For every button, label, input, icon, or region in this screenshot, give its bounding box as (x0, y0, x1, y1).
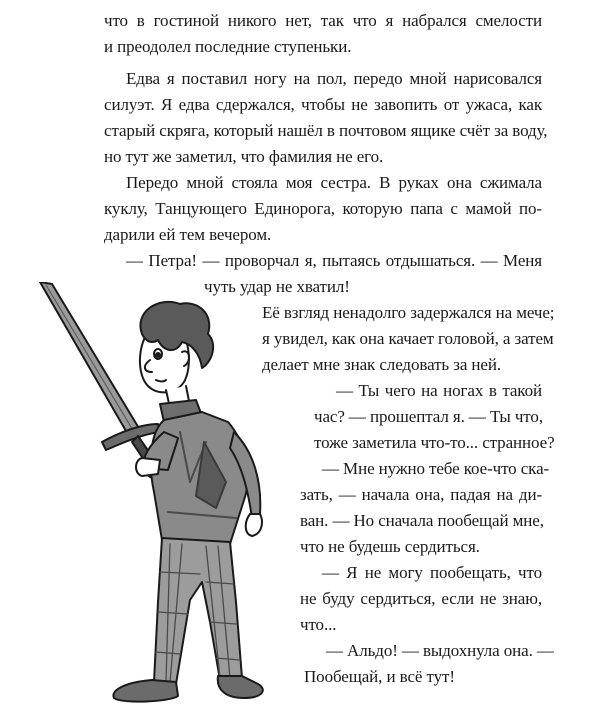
paragraph-5 (262, 300, 555, 378)
text-line: Передо мной стояла моя сестра. В руках она сжимала (126, 173, 542, 192)
text-line: что в гостиной никого нет, так что я набрался смелости (104, 11, 542, 30)
text-line: и преодолел последние ступеньки. (104, 37, 352, 56)
text-line: — Я не могу пообещать, что (322, 563, 542, 582)
left-shoe (113, 680, 178, 702)
text-line: что... (300, 615, 337, 634)
text-line: не буду сердиться, если не знаю, (300, 589, 542, 608)
paragraph-3 (104, 170, 542, 248)
boy-with-sword-illustration (30, 282, 280, 705)
text-line: час? — прошептал я. — Ты что, (314, 407, 543, 426)
text-line: Её взгляд ненадолго задержался на мече; (262, 303, 555, 322)
text-line: тоже заметила что-то... странное? (314, 433, 555, 452)
paragraph-6 (314, 378, 555, 456)
text-line: чуть удар не хватил! (204, 277, 350, 296)
paragraph-8 (300, 560, 542, 638)
text-line: — Петра! — проворчал я, пытаясь отдышаться. — Меня (126, 251, 542, 270)
paragraph-2 (104, 66, 548, 170)
text-line: силуэт. Я едва сдержался, чтобы не завопить от ужаса, как (104, 95, 542, 114)
paragraph-1 (104, 8, 542, 60)
front-hand (136, 458, 160, 476)
back-hand (246, 514, 262, 536)
text-line: я увидел, как она качает головой, а затем (262, 329, 554, 348)
sword-blade (40, 282, 140, 438)
text-line: дарили ей тем вечером. (104, 225, 272, 244)
text-line: Пообещай, и всё тут! (304, 667, 455, 686)
text-line: — Ты чего на ногах в такой (336, 381, 542, 400)
text-line: делает мне знак следовать за ней. (262, 355, 502, 374)
text-line: но тут же заметил, что фамилия не его. (104, 147, 384, 166)
text-line: что не будешь сердиться. (300, 537, 480, 556)
right-shoe (218, 676, 263, 698)
text-line: куклу, Танцующего Единорога, которую папа с мамой по- (104, 199, 542, 218)
text-line: — Мне нужно тебе кое-что ска- (322, 459, 550, 478)
text-line: ван. — Но сначала пообещай мне, (300, 511, 544, 530)
paragraph-9 (304, 638, 554, 690)
text-line: зать, — начала она, падая на ди- (300, 485, 542, 504)
text-line: — Альдо! — выдохнула она. — (326, 641, 554, 660)
text-line: Едва я поставил ногу на пол, передо мной нарисовался (126, 69, 542, 88)
paragraph-4 (104, 248, 542, 274)
text-line: старый скряга, который нашёл в почтовом ящике счёт за воду, (104, 121, 548, 140)
paragraph-7 (300, 456, 550, 560)
